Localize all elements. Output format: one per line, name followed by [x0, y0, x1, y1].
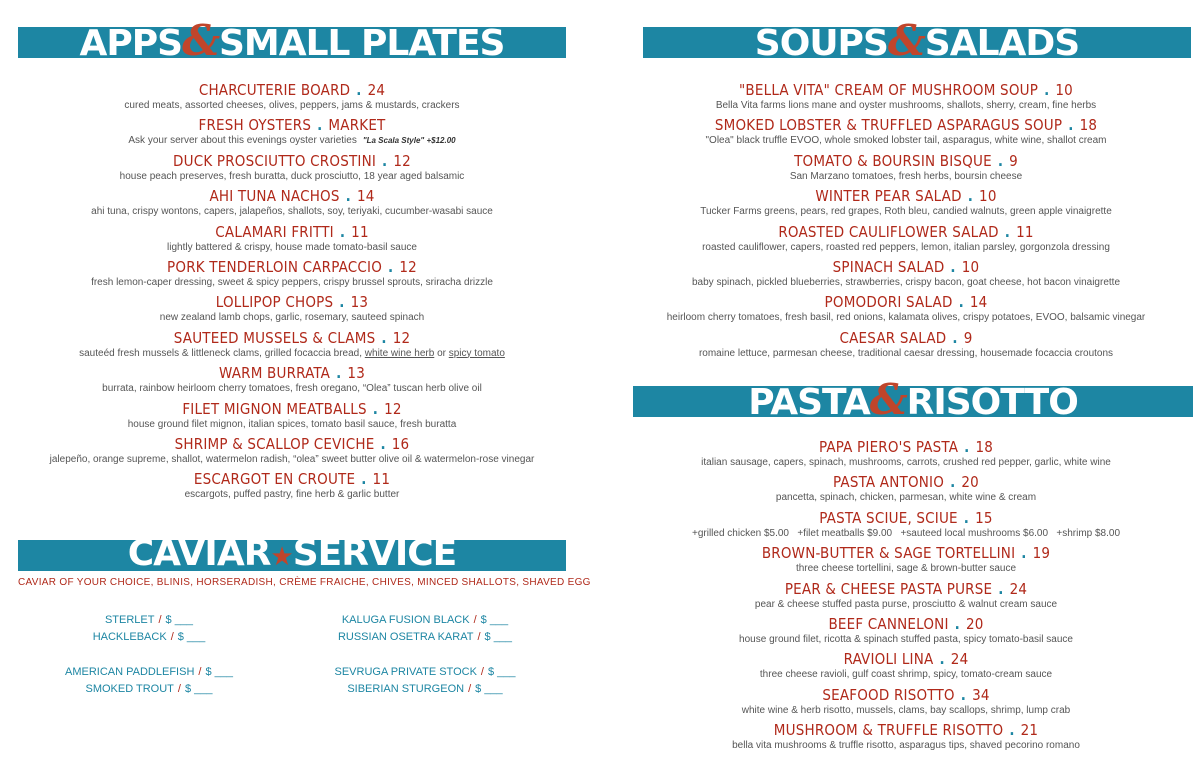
item-name: TOMATO & BOURSIN BISQUE	[794, 151, 992, 170]
caviar-item: AMERICAN PADDLEFISH / $ ___	[65, 666, 233, 678]
item-name: MUSHROOM & TRUFFLE RISOTTO	[773, 721, 1004, 740]
item-description: burrata, rainbow heirloom cherry tomatoes, fresh oregano, “Olea” tuscan herb olive oil	[102, 383, 482, 395]
caviar-banner	[18, 533, 566, 574]
item-price: 12	[399, 257, 417, 276]
item-description: house ground filet mignon, italian spices, tomato basil sauce, fresh buratta	[127, 418, 457, 430]
item-description: new zealand lamb chops, garlic, rosemary, sauteed spinach	[159, 312, 425, 324]
item-price: 18	[1079, 116, 1098, 135]
item-name: PAPA PIERO'S PASTA	[818, 438, 959, 456]
menu-item: FILET MIGNON MEATBALLS . 12 house ground filet mignon, italian spices, tomato basil sauce, fresh buratta	[18, 400, 566, 435]
item-name: "BELLA VITA" CREAM OF MUSHROOM SOUP	[739, 81, 1039, 99]
item-price: 16	[391, 434, 410, 453]
item-name: PASTA ANTONIO	[833, 473, 945, 492]
apps-section-title: APPS&SMALL PLATES	[79, 16, 505, 65]
item-name: SHRIMP & SCALLOP CEVICHE	[174, 434, 375, 453]
sauce-option-white-wine-herb: white wine herb	[364, 347, 435, 359]
item-description: house peach preserves, fresh buratta, duck prosciutto, 18 year aged balsamic	[119, 170, 465, 182]
item-name: LOLLIPOP CHOPS	[215, 293, 334, 312]
item-description: heirloom cherry tomatoes, fresh basil, red onions, kalamata olives, crispy potatoes, EVOO, balsamic vinegar	[666, 312, 1146, 324]
caviar-item: HACKLEBACK / $ ___	[92, 631, 206, 643]
caviar-list-right	[290, 612, 560, 698]
item-price: MARKET	[328, 116, 386, 135]
caviar-item: KALUGA FUSION BLACK / $ ___	[341, 614, 509, 626]
soups-list	[630, 81, 1182, 364]
menu-item: CALAMARI FRITTI . 11 lightly battered & crispy, house made tomato-basil sauce	[18, 223, 566, 258]
item-description: baby spinach, pickled blueberries, strawberries, crispy bacon, goat cheese, hot bacon vinaigrette	[691, 276, 1121, 288]
item-price: 11	[1016, 222, 1034, 241]
menu-item: BEEF CANNELONI . 20 house ground filet, ricotta & spinach stuffed pasta, spicy tomato-basil sauce	[630, 615, 1182, 650]
item-description: +grilled chicken $5.00 +filet meatballs $9.00 +sauteed local mushrooms $6.00 +shrimp $8.00	[691, 527, 1121, 539]
item-description: pancetta, spinach, chicken, parmesan, white wine & cream	[775, 492, 1037, 504]
item-price: 11	[372, 470, 391, 489]
item-name: SMOKED LOBSTER & TRUFFLED ASPARAGUS SOUP	[714, 116, 1063, 135]
pasta-section-title: PASTA&RISOTTO	[748, 375, 1078, 424]
menu-item: "BELLA VITA" CREAM OF MUSHROOM SOUP . 10 Bella Vita farms lions mane and oyster mushrooms, shallots, sherry, cream, fine herbs	[630, 81, 1182, 116]
item-price: 9	[1009, 151, 1018, 170]
menu-item: SMOKED LOBSTER & TRUFFLED ASPARAGUS SOUP . 18 "Olea" black truffle EVOO, whole smoked lobster tail, asparagus, white wine, shallot cream	[630, 116, 1182, 151]
pasta-banner	[633, 375, 1193, 424]
item-price: 24	[950, 650, 969, 669]
caviar-list-left	[18, 612, 280, 698]
item-name: WINTER PEAR SALAD	[815, 187, 962, 206]
item-name: BEEF CANNELONI	[828, 614, 949, 633]
item-description: roasted cauliflower, capers, roasted red peppers, lemon, italian parsley, gorgonzola dressing	[702, 241, 1110, 253]
ampersand-ornament: &	[887, 16, 925, 65]
item-description: fresh lemon-caper dressing, sweet & spicy peppers, crispy brussel sprouts, sriracha drizzle	[91, 276, 493, 288]
menu-item: PASTA ANTONIO . 20 pancetta, spinach, chicken, parmesan, white wine & cream	[630, 473, 1182, 508]
item-price: 9	[963, 328, 973, 347]
item-name: SEAFOOD RISOTTO	[822, 685, 955, 704]
menu-item: PASTA SCIUE, SCIUE . 15 +grilled chicken $5.00 +filet meatballs $9.00 +sauteed local mushrooms $6.00 +shrimp $8.00	[630, 509, 1182, 544]
caviar-item: RUSSIAN OSETRA KARAT / $ ___	[337, 631, 513, 643]
item-name: CHARCUTERIE BOARD	[198, 81, 351, 99]
item-price: 12	[392, 328, 411, 347]
sauce-option-spicy-tomato: spicy tomato	[448, 347, 505, 359]
item-price: 10	[961, 257, 980, 276]
item-description: cured meats, assorted cheeses, olives, peppers, jams & mustards, crackers	[124, 100, 460, 111]
soups-banner	[643, 16, 1191, 65]
pasta-list	[630, 438, 1182, 757]
caviar-includes: CAVIAR OF YOUR CHOICE, BLINIS, HORSERADISH, CRÈME FRAICHE, CHIVES, MINCED SHALLOTS, SHAVED EGG	[18, 577, 591, 588]
item-price: 21	[1020, 721, 1039, 740]
item-description: San Marzano tomatoes, fresh herbs, boursin cheese	[789, 170, 1023, 182]
menu-item: SHRIMP & SCALLOP CEVICHE . 16 jalepeño, orange supreme, shallot, watermelon radish, “olea” sweet butter olive oil & watermelon-rose vinegar	[18, 435, 566, 470]
item-description: three cheese tortellini, sage & brown-butter sauce	[795, 563, 1017, 575]
item-name: SAUTEED MUSSELS & CLAMS	[173, 328, 376, 347]
item-price: 20	[961, 473, 979, 492]
menu-item: CAESAR SALAD . 9 romaine lettuce, parmesan cheese, traditional caesar dressing, housemade focaccia croutons	[630, 329, 1182, 364]
menu-item: DUCK PROSCIUTTO CROSTINI . 12 house peach preserves, fresh buratta, duck prosciutto, 18 year aged balsamic	[18, 152, 566, 187]
menu-item: TOMATO & BOURSIN BISQUE . 9 San Marzano tomatoes, fresh herbs, boursin cheese	[630, 152, 1182, 187]
item-description: ahi tuna, crispy wontons, capers, jalapeños, shallots, soy, teriyaki, cucumber-wasabi sauce	[91, 206, 493, 218]
item-description: romaine lettuce, parmesan cheese, traditional caesar dressing, housemade focaccia croutons	[698, 347, 1114, 359]
ampersand-ornament: &	[182, 16, 219, 65]
apps-list	[18, 81, 566, 506]
menu-item: POMODORI SALAD . 14 heirloom cherry tomatoes, fresh basil, red onions, kalamata olives, crispy potatoes, EVOO, balsamic vinegar	[630, 293, 1182, 328]
item-price: 24	[367, 81, 386, 99]
item-price: 12	[393, 151, 411, 170]
item-name: PEAR & CHEESE PASTA PURSE	[784, 579, 993, 598]
item-price: 13	[347, 364, 365, 383]
item-description: three cheese ravioli, gulf coast shrimp, spicy, tomato-cream sauce	[759, 669, 1053, 681]
item-price: 10	[979, 187, 997, 206]
caviar-item: SEVRUGA PRIVATE STOCK / $ ___	[334, 666, 516, 678]
caviar-section-title: CAVIAR★SERVICE	[127, 533, 457, 574]
menu-item: RAVIOLI LINA . 24 three cheese ravioli, gulf coast shrimp, spicy, tomato-cream sauce	[630, 650, 1182, 685]
star-icon: ★	[270, 542, 293, 572]
item-name: AHI TUNA NACHOS	[209, 187, 340, 206]
item-price: 24	[1009, 579, 1028, 598]
menu-item: SEAFOOD RISOTTO . 34 white wine & herb risotto, mussels, clams, bay scallops, shrimp, lump crab	[630, 686, 1182, 721]
item-description: pear & cheese stuffed pasta purse, prosciutto & walnut cream sauce	[754, 598, 1058, 610]
item-description: Ask your server about this evenings oyster varieties	[128, 135, 357, 147]
menu-item: CHARCUTERIE BOARD . 24 cured meats, assorted cheeses, olives, peppers, jams & mustards, crackers	[18, 81, 566, 116]
ampersand-ornament: &	[869, 375, 907, 424]
item-price: 10	[1055, 81, 1073, 99]
menu-item: SAUTEED MUSSELS & CLAMS . 12 sauteéd fresh mussels & littleneck clams, grilled focaccia bread, white wine herb or spicy tomato	[18, 329, 566, 364]
item-description: white wine & herb risotto, mussels, clams, bay scallops, shrimp, lump crab	[741, 704, 1071, 716]
item-name: RAVIOLI LINA	[843, 650, 934, 669]
item-description: jalepeño, orange supreme, shallot, watermelon radish, “olea” sweet butter olive oil & watermelon-rose vinegar	[49, 453, 535, 465]
item-price: 13	[350, 293, 369, 312]
item-description: house ground filet, ricotta & spinach stuffed pasta, spicy tomato-basil sauce	[739, 633, 1073, 645]
menu-item: FRESH OYSTERS . MARKET Ask your server about this evenings oyster varieties "La Scala Style" +$12.00	[128, 116, 456, 147]
item-price: 15	[975, 508, 993, 527]
item-note: "La Scala Style" +$12.00	[362, 136, 456, 146]
soups-section-title: SOUPS&SALADS	[754, 16, 1080, 65]
item-name: SPINACH SALAD	[832, 257, 945, 276]
menu-item: MUSHROOM & TRUFFLE RISOTTO . 21 bella vita mushrooms & truffle risotto, asparagus tips, shaved pecorino romano	[630, 721, 1182, 756]
menu-item: PEAR & CHEESE PASTA PURSE . 24 pear & cheese stuffed pasta purse, prosciutto & walnut cream sauce	[630, 580, 1182, 615]
item-description: italian sausage, capers, spinach, mushrooms, carrots, crushed red pepper, garlic, white wine	[701, 457, 1111, 468]
item-price: 20	[965, 614, 984, 633]
caviar-item: SMOKED TROUT / $ ___	[85, 683, 213, 695]
item-description: escargots, puffed pastry, fine herb & garlic butter	[184, 489, 400, 501]
item-name: WARM BURRATA	[218, 364, 331, 383]
menu-item: PORK TENDERLOIN CARPACCIO . 12 fresh lemon-caper dressing, sweet & spicy peppers, crispy brussel sprouts, sriracha drizzle	[18, 258, 566, 293]
item-description: sauteéd fresh mussels & littleneck clams, grilled focaccia bread, white wine herb or spicy tomato	[79, 347, 505, 359]
item-name: PORK TENDERLOIN CARPACCIO	[167, 257, 383, 276]
menu-item: ROASTED CAULIFLOWER SALAD . 11 roasted cauliflower, capers, roasted red peppers, lemon, italian parsley, gorgonzola dressing	[630, 223, 1182, 258]
item-description: "Olea" black truffle EVOO, whole smoked lobster tail, asparagus, white wine, shallot cream	[705, 135, 1107, 147]
item-name: CALAMARI FRITTI	[215, 222, 334, 241]
apps-banner	[18, 16, 566, 65]
item-name: ESCARGOT EN CROUTE	[193, 470, 356, 489]
item-name: DUCK PROSCIUTTO CROSTINI	[173, 151, 377, 170]
item-price: 34	[972, 685, 990, 704]
menu-item: AHI TUNA NACHOS . 14 ahi tuna, crispy wontons, capers, jalapeños, shallots, soy, teriyaki, cucumber-wasabi sauce	[18, 187, 566, 222]
menu-item: ESCARGOT EN CROUTE . 11 escargots, puffed pastry, fine herb & garlic butter	[18, 470, 566, 505]
menu-item: LOLLIPOP CHOPS . 13 new zealand lamb chops, garlic, rosemary, sauteed spinach	[18, 293, 566, 328]
menu-item: WINTER PEAR SALAD . 10 Tucker Farms greens, pears, red grapes, Roth bleu, candied walnuts, green apple vinaigrette	[630, 187, 1182, 222]
item-name: CAESAR SALAD	[839, 328, 947, 347]
item-name: BROWN-BUTTER & SAGE TORTELLINI	[761, 544, 1016, 563]
item-description: Tucker Farms greens, pears, red grapes, Roth bleu, candied walnuts, green apple vinaigrette	[700, 206, 1112, 218]
menu-item: BROWN-BUTTER & SAGE TORTELLINI . 19 three cheese tortellini, sage & brown-butter sauce	[630, 544, 1182, 579]
item-price: 19	[1032, 544, 1051, 563]
item-price: 18	[975, 438, 994, 456]
item-name: FRESH OYSTERS	[198, 116, 312, 135]
item-description: Bella Vita farms lions mane and oyster mushrooms, shallots, sherry, cream, fine herbs	[715, 100, 1097, 111]
item-description: lightly battered & crispy, house made tomato-basil sauce	[167, 241, 417, 253]
item-description: bella vita mushrooms & truffle risotto, asparagus tips, shaved pecorino romano	[732, 740, 1080, 752]
item-price: 12	[384, 399, 402, 418]
caviar-item: SIBERIAN STURGEON / $ ___	[347, 683, 503, 695]
item-price: 14	[969, 293, 988, 312]
item-name: PASTA SCIUE, SCIUE	[819, 508, 958, 527]
menu-item: WARM BURRATA . 13 burrata, rainbow heirloom cherry tomatoes, fresh oregano, “Olea” tuscan herb olive oil	[18, 364, 566, 399]
item-name: ROASTED CAULIFLOWER SALAD	[778, 222, 999, 241]
item-price: 11	[351, 222, 369, 241]
item-name: FILET MIGNON MEATBALLS	[182, 399, 367, 418]
item-name: POMODORI SALAD	[824, 293, 953, 312]
item-price: 14	[356, 187, 375, 206]
caviar-item: STERLET / $ ___	[104, 614, 194, 626]
menu-item: SPINACH SALAD . 10 baby spinach, pickled blueberries, strawberries, crispy bacon, goat cheese, hot bacon vinaigrette	[630, 258, 1182, 293]
menu-item: PAPA PIERO'S PASTA . 18 italian sausage, capers, spinach, mushrooms, carrots, crushed red pepper, garlic, white wine	[630, 438, 1182, 473]
